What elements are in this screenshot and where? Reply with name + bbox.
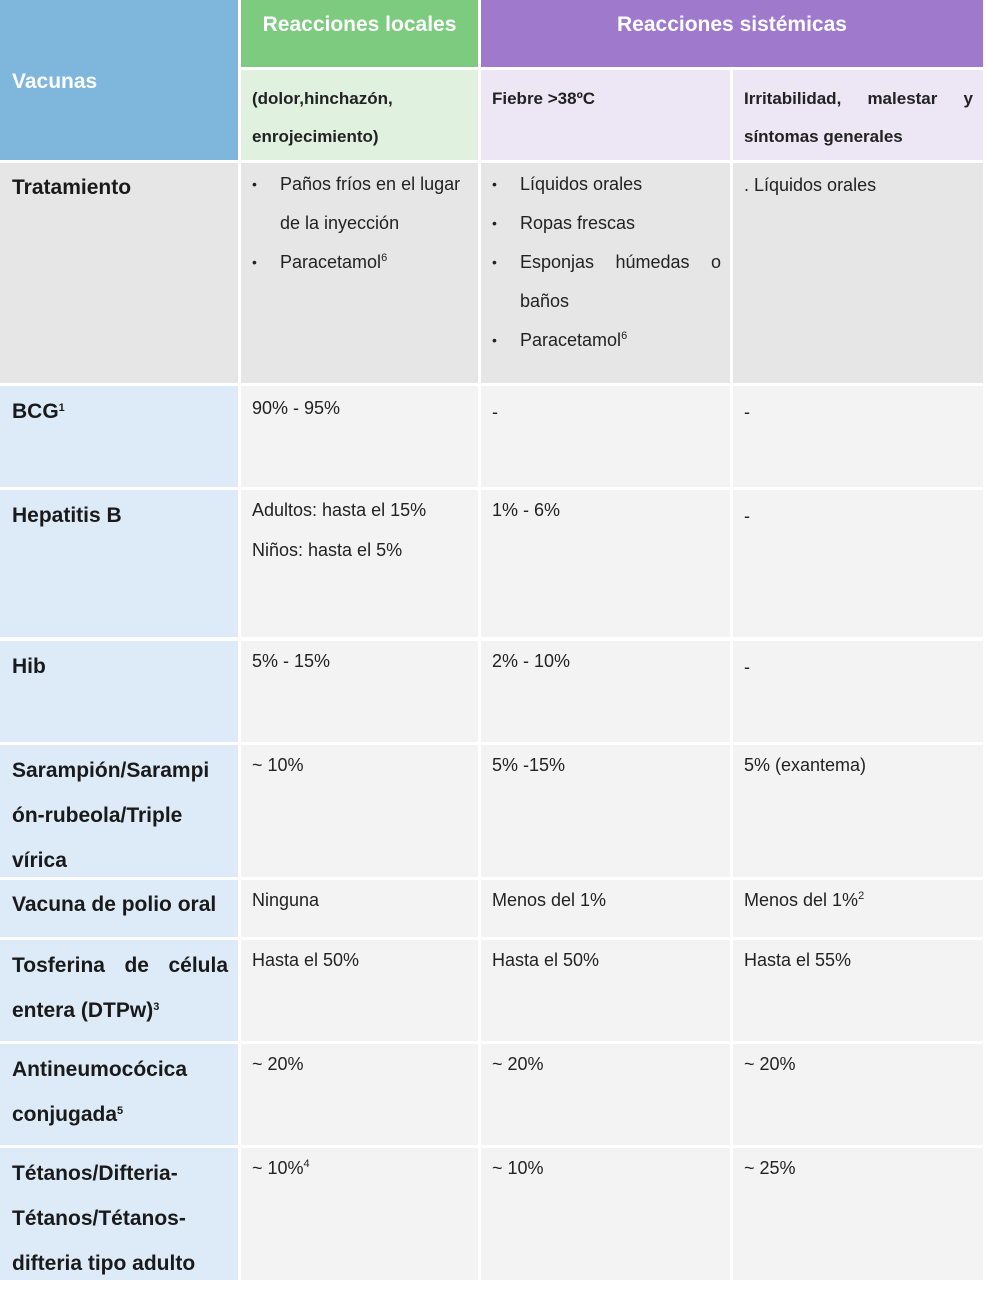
tetanos-fiebre: ~ 10% <box>481 1148 730 1280</box>
subheader-fiebre: Fiebre >38ºC <box>481 70 730 160</box>
row-label-tosferina: Tosferina de célula entera (DTPw)$^3$ <box>0 940 238 1041</box>
tratamiento-fiebre-item: • Líquidos orales <box>492 165 721 204</box>
hepatitis-b-locales: Adultos: hasta el 15% Niños: hasta el 5% <box>241 490 478 637</box>
hib-fiebre: 2% - 10% <box>481 641 730 742</box>
tosferina-irritabilidad: Hasta el 55% <box>733 940 983 1041</box>
sarampion-locales: ~ 10% <box>241 745 478 877</box>
row-label-hepatitis-b: Hepatitis B <box>0 490 238 637</box>
row-label-tetanos: Tétanos/Difteria- Tétanos/Tétanos- difteria tipo adulto <box>0 1148 238 1280</box>
header-reacciones-sistemicas: Reacciones sistémicas <box>481 0 983 67</box>
row-label-antineumococica: Antineumocócica conjugada$^5$ <box>0 1044 238 1145</box>
tratamiento-locales-item: • Paracetamol$^6$ <box>252 243 468 282</box>
bcg-locales: 90% - 95% <box>241 386 478 487</box>
hepatitis-b-fiebre: 1% - 6% <box>481 490 730 637</box>
subheader-locales: (dolor,hinchazón, enrojecimiento) <box>241 70 478 160</box>
tratamiento-fiebre-item: • Ropas frescas <box>492 204 721 243</box>
hepatitis-b-irritabilidad: - <box>733 490 983 637</box>
tratamiento-locales-item: • Paños fríos en el lugar de la inyección <box>252 165 468 243</box>
subheader-irritabilidad-line1: Irritabilidad, malestar y <box>744 89 973 108</box>
header-vacunas: Vacunas <box>0 0 238 160</box>
row-label-bcg: BCG$^1$ <box>0 386 238 487</box>
polio-oral-fiebre: Menos del 1% <box>481 880 730 937</box>
row-label-polio-oral: Vacuna de polio oral <box>0 880 238 937</box>
header-reacciones-locales: Reacciones locales <box>241 0 478 67</box>
tosferina-fiebre: Hasta el 50% <box>481 940 730 1041</box>
hib-locales: 5% - 15% <box>241 641 478 742</box>
bcg-irritabilidad: - <box>733 386 983 487</box>
polio-oral-irritabilidad: Menos del 1%$^2$ <box>733 880 983 937</box>
polio-oral-locales: Ninguna <box>241 880 478 937</box>
antineumococica-locales: ~ 20% <box>241 1044 478 1145</box>
tratamiento-fiebre <box>481 163 730 383</box>
row-label-hib: Hib <box>0 641 238 742</box>
tetanos-irritabilidad: ~ 25% <box>733 1148 983 1280</box>
row-label-tratamiento: Tratamiento <box>0 163 238 383</box>
antineumococica-irritabilidad: ~ 20% <box>733 1044 983 1145</box>
sarampion-fiebre: 5% -15% <box>481 745 730 877</box>
bcg-fiebre: - <box>481 386 730 487</box>
sarampion-irritabilidad: 5% (exantema) <box>733 745 983 877</box>
hib-irritabilidad: - <box>733 641 983 742</box>
row-label-sarampion: Sarampión/Sarampi ón-rubeola/Triple vírica <box>0 745 238 877</box>
subheader-irritabilidad-line2: síntomas generales <box>744 127 903 146</box>
tratamiento-locales <box>241 163 478 383</box>
tratamiento-fiebre-item: • Esponjas húmedas o baños <box>492 243 721 321</box>
antineumococica-fiebre: ~ 20% <box>481 1044 730 1145</box>
tratamiento-irritabilidad: . Líquidos orales <box>733 163 983 383</box>
tetanos-locales: ~ 10%$^4$ <box>241 1148 478 1280</box>
tratamiento-fiebre-item: • Paracetamol$^6$ <box>492 321 721 360</box>
subheader-irritabilidad <box>733 70 983 160</box>
tosferina-locales: Hasta el 50% <box>241 940 478 1041</box>
